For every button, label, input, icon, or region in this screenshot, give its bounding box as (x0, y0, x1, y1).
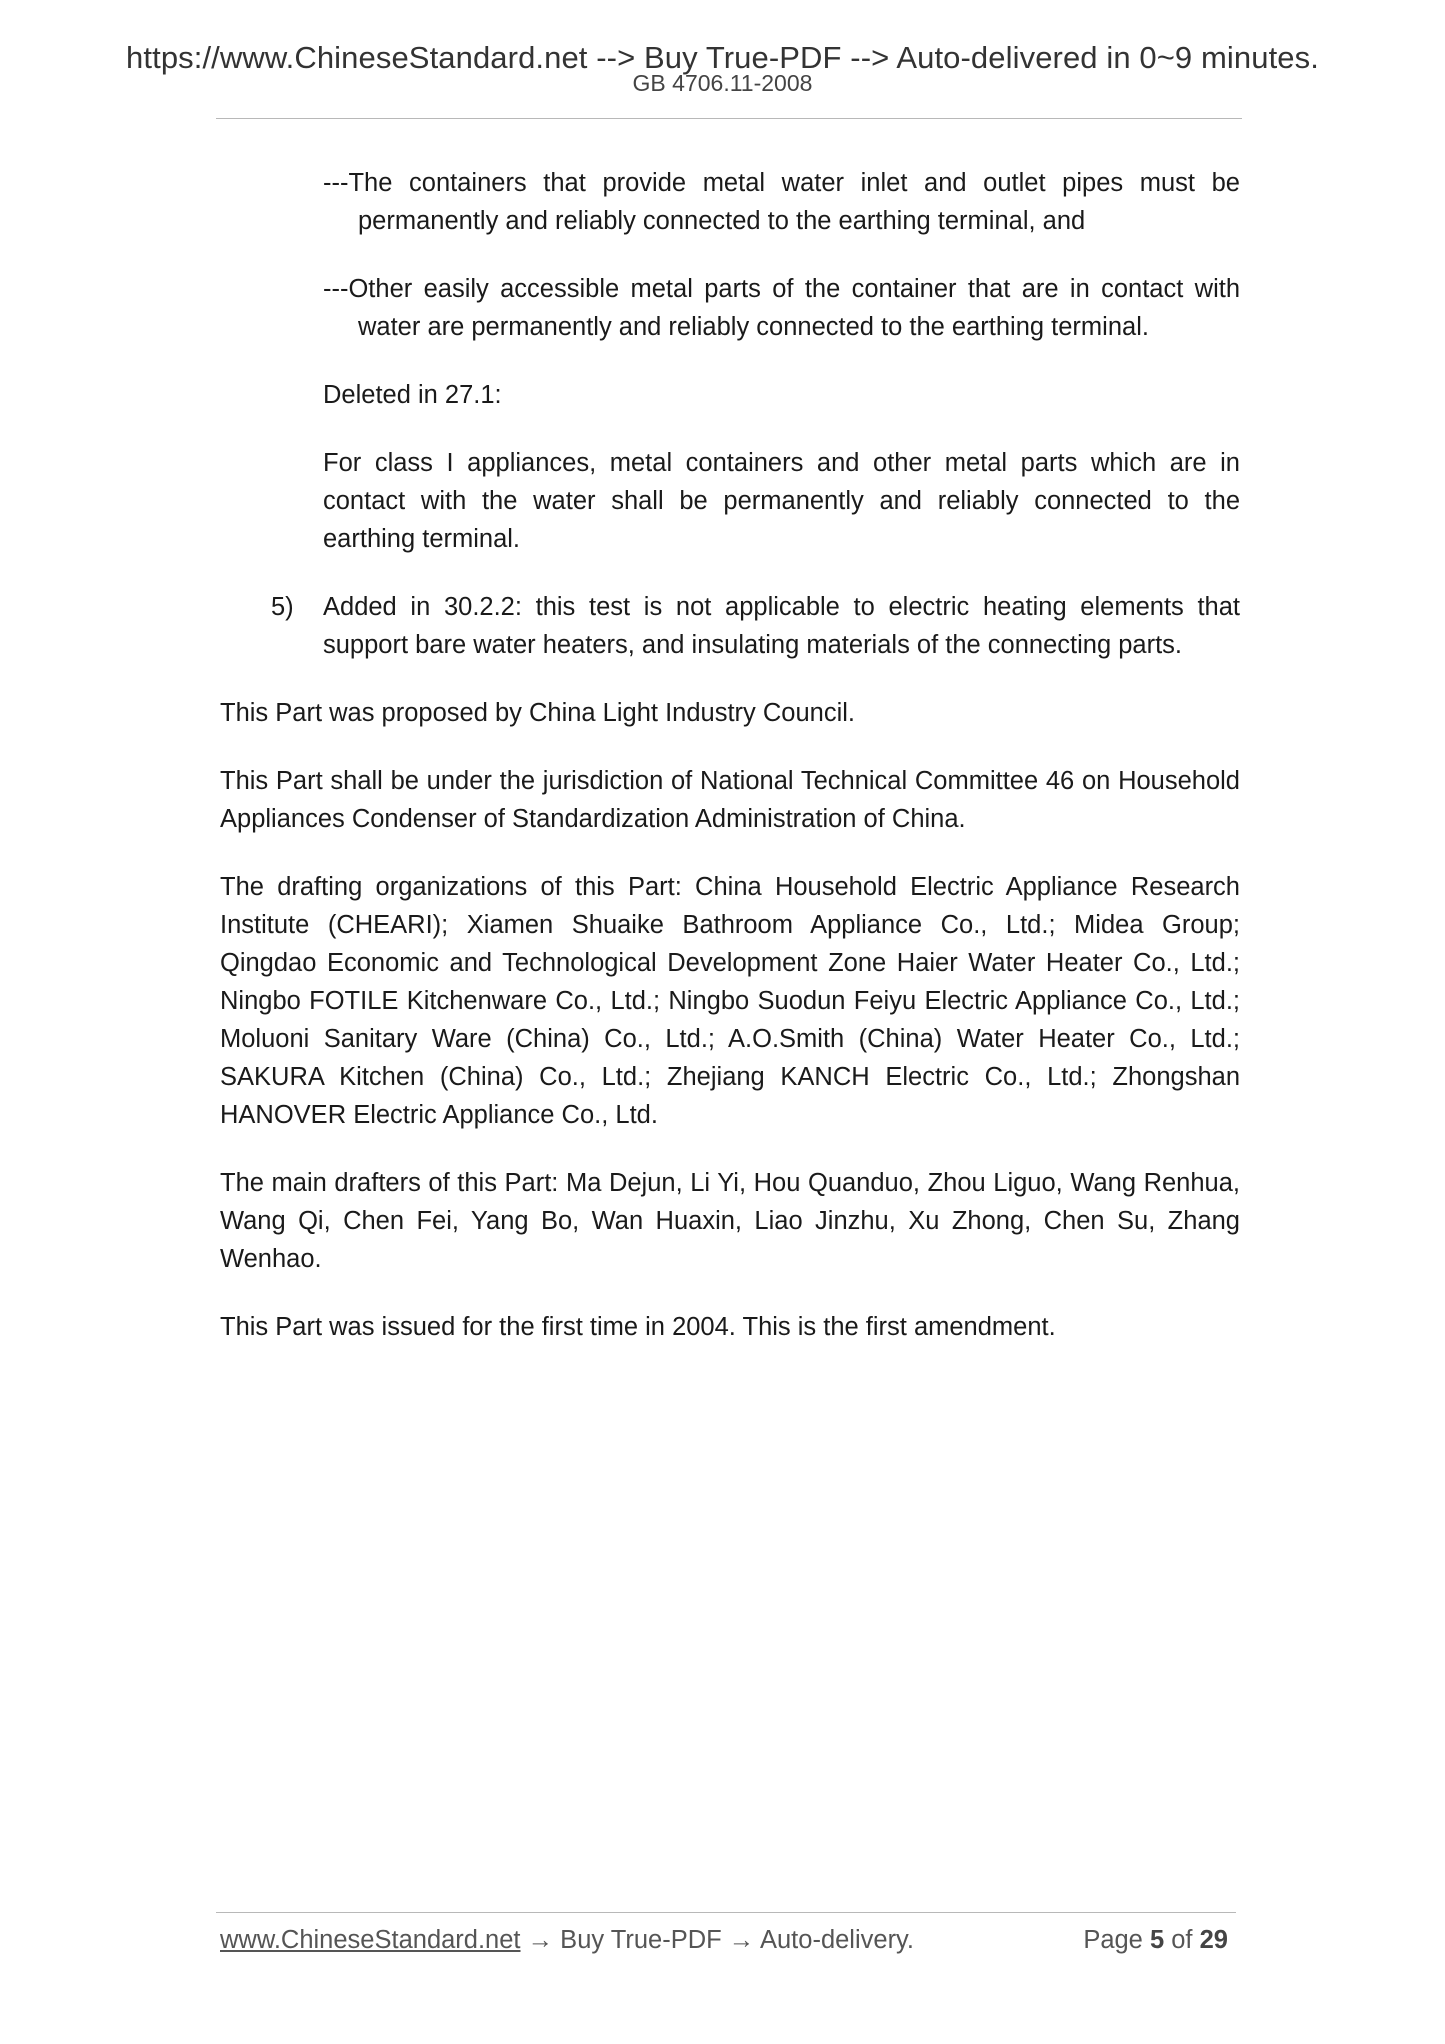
dash-item-inlet-pipes: ---The containers that provide metal water inlet and outlet pipes must be permanently and reliably connected to the earthing terminal, and (323, 169, 1240, 235)
of-label: of (1171, 1926, 1193, 1954)
deleted-clause: For class I appliances, metal containers and other metal parts which are in contact with the water shall be permanently and reliably connected to the earthing terminal. (323, 449, 1240, 553)
document-code: GB 4706.11-2008 (632, 70, 813, 96)
current-page: 5 (1149, 1926, 1165, 1954)
proposed-by-paragraph: This Part was proposed by China Light Industry Council. (220, 699, 855, 727)
numbered-item-5 (271, 588, 1240, 664)
footer-promo-text: → Buy True-PDF → Auto-delivery. (520, 1926, 914, 1954)
item-number: 5) (271, 593, 294, 621)
issue-history-paragraph: This Part was issued for the first time in 2004. This is the first amendment. (220, 1313, 1056, 1341)
page-footer (220, 1926, 1236, 1966)
item-text: Added in 30.2.2: this test is not applicable to electric heating elements that support bare water heaters, and insulating materials of the connecting parts. (323, 593, 1240, 659)
footer-divider (216, 1912, 1236, 1913)
header-divider (216, 118, 1242, 119)
main-drafters-paragraph: The main drafters of this Part: Ma Dejun, Li Yi, Hou Quanduo, Zhou Liguo, Wang Renhua, Wang Qi, Chen Fei, Yang Bo, Wan Huaxin, Liao Jinzhu, Xu Zhong, Chen Su, Zhang Wenhao. (220, 1169, 1240, 1273)
deleted-note: Deleted in 27.1: (323, 381, 502, 409)
site-link[interactable]: www.ChineseStandard.net (220, 1926, 521, 1954)
top-banner: https://www.ChineseStandard.net --> Buy True-PDF --> Auto-delivered in 0~9 minutes. (126, 40, 1319, 75)
footer-promo (220, 1926, 914, 1955)
page-label: Page (1083, 1926, 1143, 1954)
total-pages: 29 (1199, 1926, 1228, 1954)
jurisdiction-paragraph: This Part shall be under the jurisdiction of National Technical Committee 46 on Household Appliances Condenser of Standardization Administration of China. (220, 767, 1240, 833)
page-body (220, 164, 1240, 1346)
page-number (1083, 1926, 1228, 1955)
drafting-organizations-paragraph: The drafting organizations of this Part: China Household Electric Appliance Research Institute (CHEARI); Xiamen Shuaike Bathroom Appliance Co., Ltd.; Midea Group; Qingdao Economic and Technological Development Zone Haier Water Heater Co., Ltd.; Ningbo FOTILE Kitchenware Co., Ltd.; Ningbo Suodun Feiyu Electric Appliance Co., Ltd.; Moluoni Sanitary Ware (China) Co., Ltd.; A.O.Smith (China) Water Heater Co., Ltd.; SAKURA Kitchen (China) Co., Ltd.; Zhejiang KANCH Electric Co., Ltd.; Zhongshan HANOVER Electric Appliance Co., Ltd. (220, 873, 1240, 1129)
dash-item-metal-parts: ---Other easily accessible metal parts of the container that are in contact with water are permanently and reliably connected to the earthing terminal. (323, 275, 1240, 341)
